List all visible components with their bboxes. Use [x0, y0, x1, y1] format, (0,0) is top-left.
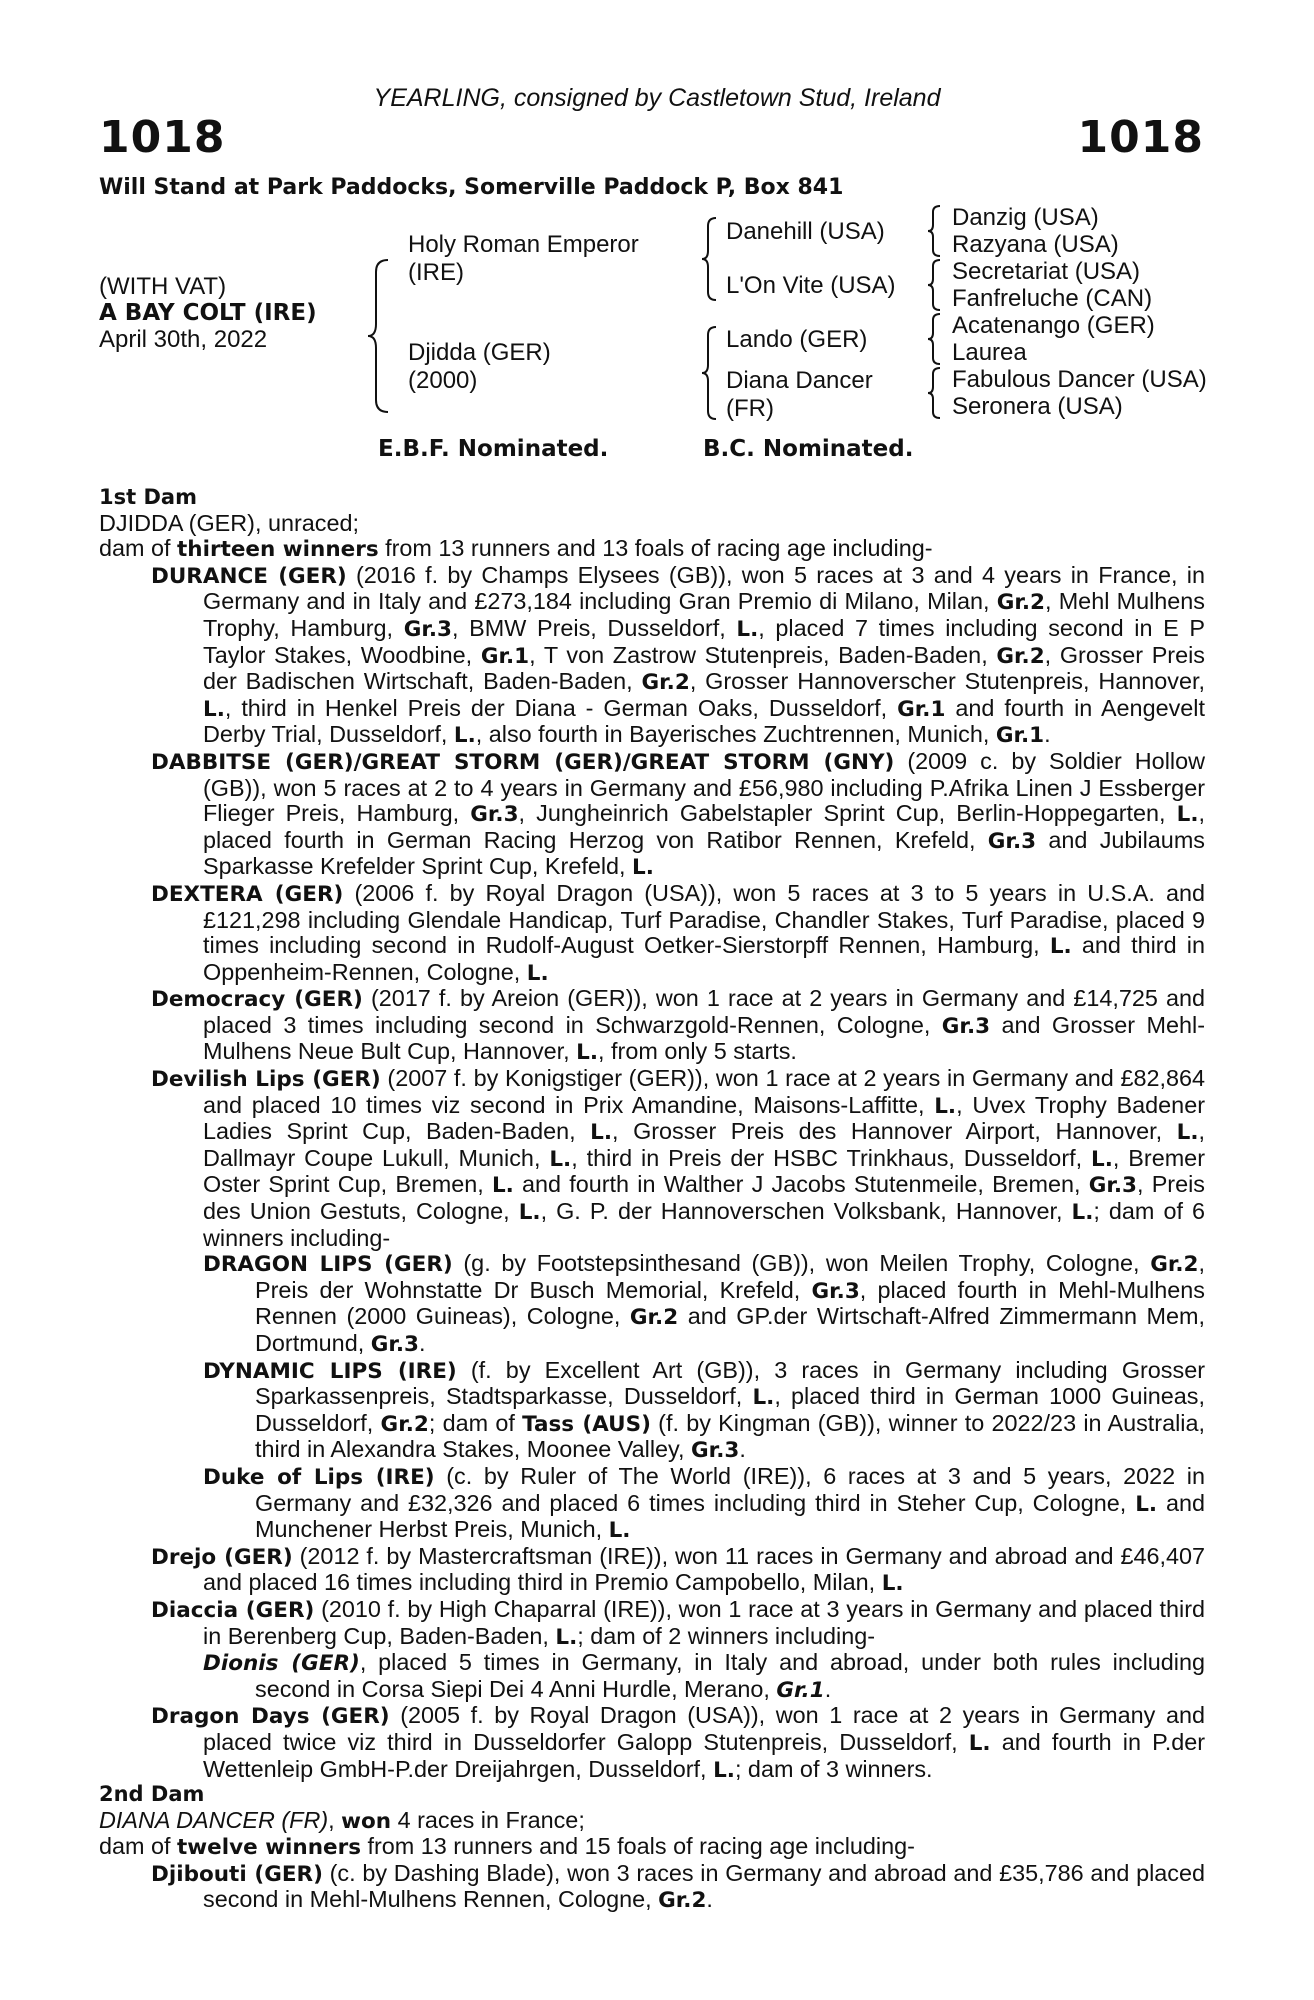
second-dam-section [99, 1782, 1205, 1914]
pedigree-brace-main [366, 258, 396, 414]
grandproduce-entry: Dionis (GER), placed 5 times in Germany, in Italy and abroad, under both rules including second in Corsa Siepi Dei 4 Anni Hurdle, Merano, Gr.1. [203, 1649, 1205, 1703]
bc-nominated: B.C. Nominated. [703, 436, 914, 462]
sire-name: Holy Roman Emperor (IRE) [408, 231, 639, 286]
produce-entry: DEXTERA (GER) (2006 f. by Royal Dragon (USA)), won 5 races at 3 to 5 years in U.S.A. and £121,298 including Glendale Handicap, Turf Paradise, Chandler Stakes, Turf Paradise, placed 9 times including second in Rudolf-August Oetker-Sierstorpff Rennen, Hamburg, L. and third in Oppenheim-Rennen, Cologne, L. [151, 879, 1206, 986]
lot-number-left: 1018 [99, 112, 226, 163]
gg-brace-2 [926, 258, 944, 312]
produce-entry: Djibouti (GER) (c. by Dashing Blade), won 3 races in Germany and abroad and £35,786 and placed second in Mehl-Mulhens Rennen, Cologne, Gr.2. [151, 1859, 1205, 1914]
dam-name: Djidda (GER) (2000) [408, 339, 551, 394]
sire-brace [700, 216, 722, 302]
grandproduce-entry: DYNAMIC LIPS (IRE) (f. by Excellent Art (GB)), 3 races in Germany including Grosser Sparkassenpreis, Stadtsparkasse, Dusseldorf, L., placed third in German 1000 Guineas, Dusseldorf, Gr.2; dam of Tass (AUS) (f. by Kingman (GB)), winner to 2022/23 in Australia, third in Alexandra Stakes, Moonee Valley, Gr.3. [203, 1356, 1206, 1464]
dam-brace [700, 325, 722, 421]
sire-sire: Danehill (USA) [726, 218, 885, 245]
lot-number-right: 1018 [1077, 112, 1204, 163]
consignment-line: YEARLING, consigned by Castletown Stud, Ireland [373, 84, 941, 112]
great-grandparent-6: Laurea [952, 339, 1027, 366]
produce-entry: Dragon Days (GER) (2005 f. by Royal Dragon (USA)), won 1 race at 2 years in Germany and placed twice viz third in Dusseldorfer Galopp Stutenpreis, Dusseldorf, L. and fourth in P.der Wettenleip GmbH-P.der Dreijahrgen, Dusseldorf, L.; dam of 3 winners. [151, 1702, 1205, 1783]
first-dam-produce-line: dam of thirteen winners from 13 runners and 13 foals of racing age including- [99, 535, 933, 563]
grandproduce-entry: Duke of Lips (IRE) (c. by Ruler of The World (IRE)), 6 races at 3 and 5 years, 2022 in Germany and £32,326 and placed 6 times including third in Steher Cup, Cologne, L. and Munchener Herbst Preis, Munich, L. [203, 1462, 1205, 1544]
vat-note: (WITH VAT) [99, 273, 227, 300]
produce-entry: DABBITSE (GER)/GREAT STORM (GER)/GREAT STORM (GNY) (2009 c. by Soldier Hollow (GB)), won 5 races at 2 to 4 years in Germany and £56,980 including P.Afrika Linen J Essberger Flieger Preis, Hamburg, Gr.3, Jungheinrich Gabelstapler Sprint Cup, Berlin-Hoppegarten, L., placed fourth in German Racing Herzog von Ratibor Rennen, Krefeld, Gr.3 and Jubilaums Sparkasse Krefelder Sprint Cup, Krefeld, L. [151, 747, 1206, 881]
great-grandparent-4: Fanfreluche (CAN) [952, 285, 1153, 312]
dam-dam: Diana Dancer (FR) [726, 367, 873, 422]
great-grandparent-7: Fabulous Dancer (USA) [952, 366, 1207, 393]
great-grandparent-5: Acatenango (GER) [952, 312, 1155, 339]
second-dam-heading: 2nd Dam [99, 1782, 205, 1806]
stabling-line: Will Stand at Park Paddocks, Somerville Paddock P, Box 841 [99, 175, 844, 200]
gg-brace-3 [926, 312, 944, 366]
great-grandparent-3: Secretariat (USA) [952, 258, 1141, 285]
first-dam-section [99, 485, 1205, 1783]
foaling-date: April 30th, 2022 [99, 326, 268, 353]
produce-entry: Devilish Lips (GER) (2007 f. by Konigstiger (GER)), won 1 race at 2 years in Germany and £82,864 and placed 10 times viz second in Prix Amandine, Maisons-Laffitte, L., Uvex Trophy Badener Ladies Sprint Cup, Baden-Baden, L., Grosser Preis des Hannover Airport, Hannover, L., Dallmayr Coupe Lukull, Munich, L., third in Preis der HSBC Trinkhaus, Dusseldorf, L., Bremer Oster Sprint Cup, Bremen, L. and fourth in Walther J Jacobs Stutenmeile, Bremen, Gr.3, Preis des Union Gestuts, Cologne, L., G. P. der Hannoverschen Volksbank, Hannover, L.; dam of 6 winners including- [151, 1065, 1205, 1251]
subject-name: A BAY COLT (IRE) [99, 300, 317, 326]
great-grandparent-1: Danzig (USA) [952, 204, 1099, 231]
first-dam-line: DJIDDA (GER), unraced; [99, 509, 359, 536]
gg-brace-4 [926, 366, 944, 420]
produce-entry: DURANCE (GER) (2016 f. by Champs Elysees (GB)), won 5 races at 3 and 4 years in France, in Germany and in Italy and £273,184 including Gran Premio di Milano, Milan, Gr.2, Mehl Mulhens Trophy, Hamburg, Gr.3, BMW Preis, Dusseldorf, L., placed 7 times including second in E P Taylor Stakes, Woodbine, Gr.1, T von Zastrow Stutenpreis, Baden-Baden, Gr.2, Grosser Preis der Badischen Wirtschaft, Baden-Baden, Gr.2, Grosser Hannoverscher Stutenpreis, Hannover, L., third in Henkel Preis der Diana - German Oaks, Dusseldorf, Gr.1 and fourth in Aengevelt Derby Trial, Dusseldorf, L., also fourth in Bayerisches Zuchtrennen, Munich, Gr.1. [151, 561, 1206, 749]
produce-entry: Democracy (GER) (2017 f. by Areion (GER)), won 1 race at 2 years in Germany and £14,725 and placed 3 times including second in Schwarzgold-Rennen, Cologne, Gr.3 and Grosser Mehl-Mulhens Neue Bult Cup, Hannover, L., from only 5 starts. [151, 985, 1206, 1066]
grandproduce-entry: DRAGON LIPS (GER) (g. by Footstepsinthesand (GB)), won Meilen Trophy, Cologne, Gr.2, Preis der Wohnstatte Dr Busch Memorial, Krefeld, Gr.3, placed fourth in Mehl-Mulhens Rennen (2000 Guineas), Cologne, Gr.2 and GP.der Wirtschaft-Alfred Zimmermann Mem, Dortmund, Gr.3. [203, 1250, 1205, 1357]
gg-brace-1 [926, 204, 944, 258]
produce-entry: Diaccia (GER) (2010 f. by High Chaparral (IRE)), won 1 race at 3 years in Germany and placed third in Berenberg Cup, Baden-Baden, L.; dam of 2 winners including- [151, 1595, 1205, 1650]
second-dam-produce-line: dam of twelve winners from 13 runners and 15 foals of racing age including- [99, 1833, 915, 1861]
dam-sire: Lando (GER) [726, 326, 868, 353]
ebf-nominated: E.B.F. Nominated. [378, 436, 609, 462]
second-dam-line: DIANA DANCER (FR), won 4 races in France; [99, 1806, 585, 1834]
great-grandparent-8: Seronera (USA) [952, 393, 1123, 420]
produce-entry: Drejo (GER) (2012 f. by Mastercraftsman (IRE)), won 11 races in Germany and abroad and £46,407 and placed 16 times including third in Premio Campobello, Milan, L. [151, 1542, 1205, 1597]
sire-dam: L'On Vite (USA) [726, 272, 896, 299]
first-dam-heading: 1st Dam [99, 485, 197, 509]
great-grandparent-2: Razyana (USA) [952, 231, 1119, 258]
